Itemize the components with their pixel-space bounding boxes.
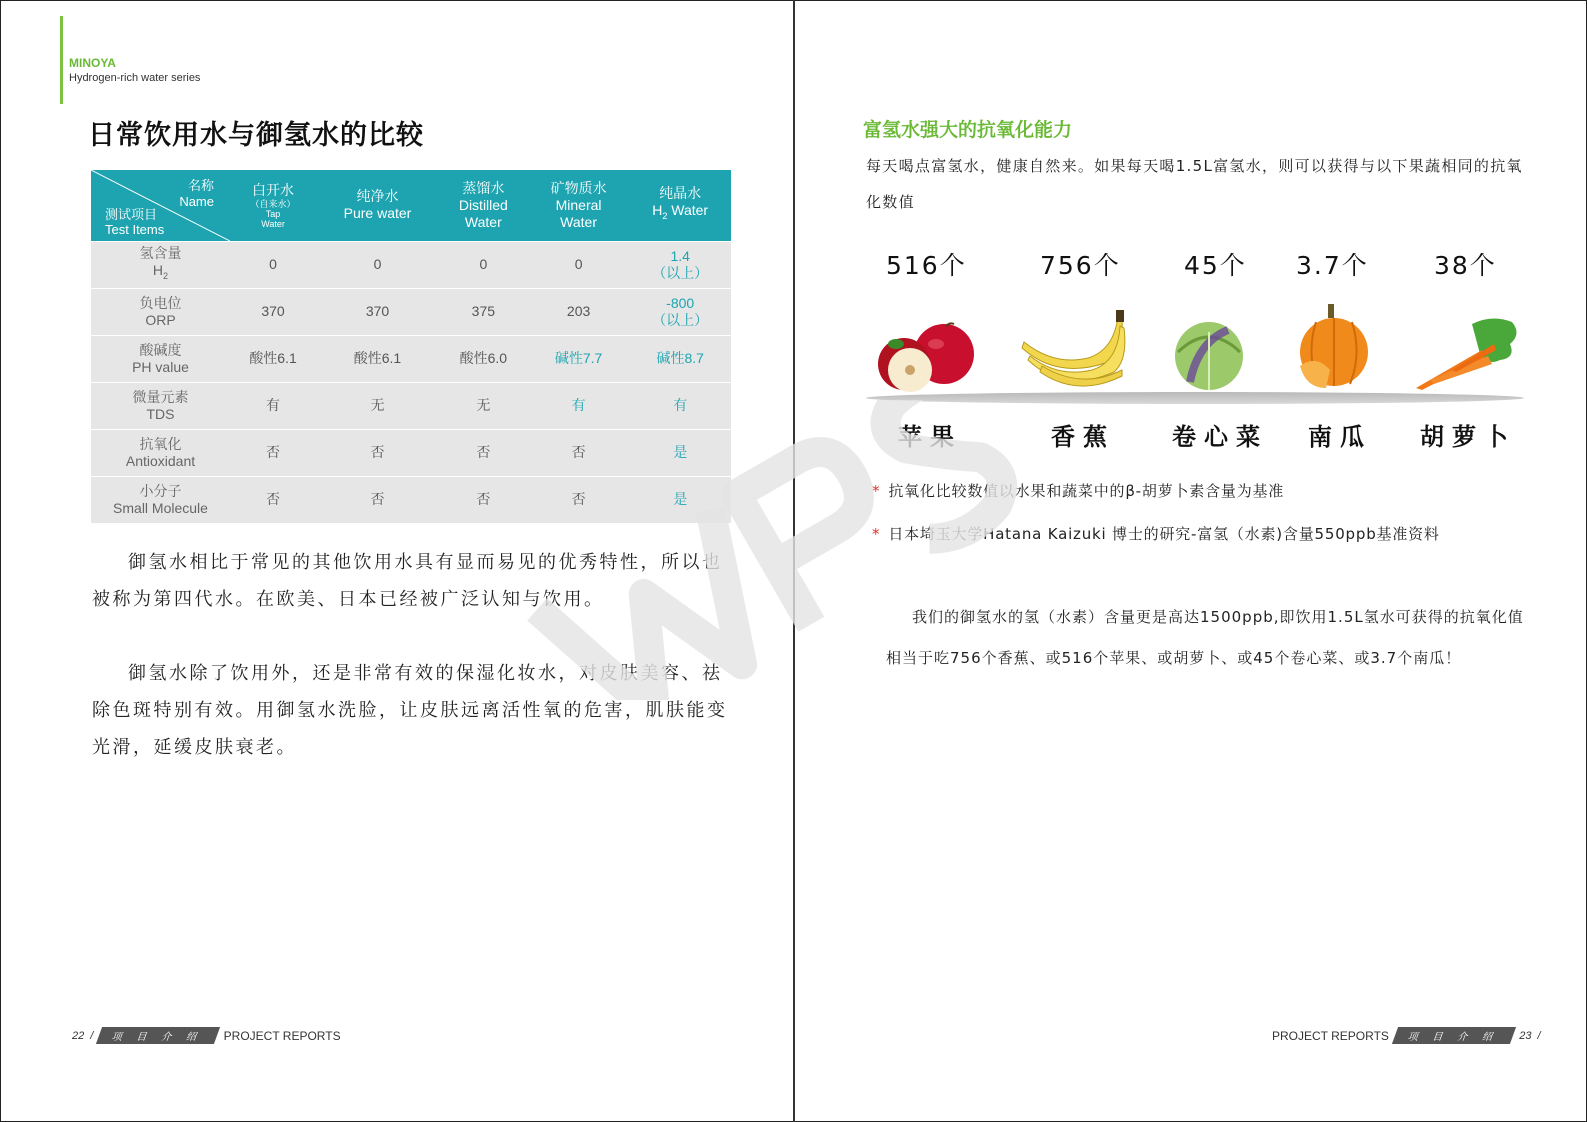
column-zh: 蒸馏水: [462, 179, 505, 196]
table-cell: 碱性7.7: [528, 335, 630, 382]
cabbage-image: [1168, 312, 1250, 392]
table-cell: 否: [528, 476, 630, 523]
column-zh: 白开水: [252, 181, 295, 198]
brand-subtitle: Hydrogen-rich water series: [69, 72, 201, 84]
brand-name: MINOYA: [69, 56, 116, 70]
row-header: [91, 241, 230, 288]
name-banana: 香蕉: [1051, 422, 1115, 451]
table-cell: 有: [528, 382, 630, 429]
corner-name-zh: 名称: [187, 178, 214, 193]
column-en: Mineral: [555, 196, 602, 213]
row-header-en: TDS: [146, 405, 175, 422]
footer-tag: 项 目 介 绍: [96, 1027, 221, 1044]
note-2: [872, 523, 1440, 544]
row-header: [91, 476, 230, 523]
table-cell: 0: [439, 241, 528, 288]
column-zh: 纯净水: [356, 188, 399, 205]
page-title-right: 富氢水强大的抗氧化能力: [863, 119, 1073, 141]
note-2-text: 日本埼玉大学Hatana Kaizuki 博士的研究-富氢（水素)含量550ppb基准资料: [888, 525, 1440, 543]
column-header-tap-water: [230, 170, 316, 241]
table-cell: 酸性6.1: [230, 335, 316, 382]
table-row: [91, 335, 731, 382]
table-cell: 否: [230, 476, 316, 523]
table-cell: 否: [316, 476, 439, 523]
column-en: Water: [261, 218, 285, 229]
page-number: 22: [72, 1029, 85, 1042]
name-pumpkin: 南瓜: [1308, 422, 1372, 451]
column-header-h2-water: [629, 170, 731, 241]
page-title-left: 日常饮用水与御氢水的比较: [88, 120, 424, 151]
comparison-table: [91, 170, 731, 523]
column-en: H: [652, 202, 663, 219]
column-zh: 矿物质水: [550, 179, 607, 196]
table-cell: 是: [629, 476, 731, 523]
table-cell: 否: [316, 429, 439, 476]
table-cell: 否: [439, 429, 528, 476]
brand-bar: [60, 16, 63, 104]
table-cell: 酸性6.1: [316, 335, 439, 382]
page-number: 23: [1519, 1029, 1532, 1042]
paragraph-2: 御氢水除了饮用外，还是非常有效的保湿化妆水，对皮肤美容、祛除色斑特别有效。用御氢水洗脸，让皮肤远离活性氧的危害，肌肤能变光滑，延缓皮肤衰老。: [92, 663, 728, 758]
paragraph-right-text: 我们的御氢水的氢（水素）含量更是高达1500ppb,即饮用1.5L氢水可获得的抗氧化值相当于吃756个香蕉、或516个苹果、或胡萝卜、或45个卷心菜、或3.7个南瓜！: [886, 608, 1524, 667]
footer-left: 22 / 项 目 介 绍 PROJECT REPORTS: [72, 1028, 341, 1043]
table-cell: 0: [528, 241, 630, 288]
table-cell: 碱性8.7: [629, 335, 731, 382]
table-cell: 有: [629, 382, 731, 429]
table-cell: 370: [230, 288, 316, 335]
asterisk-icon: *: [872, 482, 881, 500]
table-row: [91, 288, 731, 335]
table-cell: -800 （以上）: [629, 288, 731, 335]
row-header: [91, 429, 230, 476]
row-header: [91, 382, 230, 429]
paragraph-right: [886, 597, 1526, 679]
row-header-en: H: [152, 261, 164, 278]
table-cell: 无: [439, 382, 528, 429]
corner-name: [179, 178, 214, 210]
table-cell: 1.4 （以上）: [629, 241, 731, 288]
count-carrot: 38个: [1434, 251, 1497, 280]
row-header-en: PH value: [132, 358, 189, 375]
count-banana: 756个: [1040, 251, 1121, 280]
column-zh: 纯晶水: [659, 185, 702, 202]
corner-items-zh: 测试项目: [105, 206, 158, 222]
row-header-sub: 2: [163, 270, 169, 281]
column-en: Water: [464, 213, 502, 230]
table-cell: 否: [439, 476, 528, 523]
row-header-zh: 负电位: [139, 294, 182, 311]
count-apple: 516个: [886, 251, 967, 280]
corner-items-en: Test Items: [105, 221, 165, 237]
table-cell: 0: [316, 241, 439, 288]
page-divider: [793, 0, 795, 1122]
column-en: Tap: [265, 208, 281, 219]
corner-name-en: Name: [179, 194, 214, 209]
row-header-en: Antioxidant: [125, 452, 196, 469]
column-note: （自来水）: [250, 198, 296, 209]
apple-image: [876, 322, 980, 396]
column-en: Water: [560, 213, 597, 230]
column-header-mineral-water: [528, 170, 630, 241]
table-cell: 否: [528, 429, 630, 476]
carrot-image: [1412, 314, 1524, 392]
table-row: [91, 476, 731, 523]
row-header-zh: 酸碱度: [139, 341, 182, 358]
row-header-zh: 小分子: [139, 482, 182, 499]
name-cabbage: 卷心菜: [1172, 422, 1268, 451]
table-corner-header: [91, 170, 230, 241]
footer-tag: 项 目 介 绍: [1392, 1027, 1517, 1044]
banana-image: [1018, 310, 1134, 394]
table-row: [91, 429, 731, 476]
column-header-distilled-water: [439, 170, 528, 241]
note-1-text: 抗氧化比较数值以水果和蔬菜中的β-胡萝卜素含量为基准: [888, 482, 1285, 500]
table-cell: 否: [230, 429, 316, 476]
row-header: [91, 288, 230, 335]
asterisk-icon: *: [872, 525, 881, 543]
name-carrot: 胡萝卜: [1420, 422, 1516, 451]
name-apple: 苹果: [898, 422, 962, 451]
table-cell: 有: [230, 382, 316, 429]
table-cell: 酸性6.0: [439, 335, 528, 382]
table-cell: 203: [528, 288, 630, 335]
paragraph-1: 御氢水相比于常见的其他饮用水具有显而易见的优秀特性，所以也被称为第四代水。在欧美、日本已经被广泛认知与饮用。: [92, 552, 723, 610]
row-header-zh: 氢含量: [139, 244, 182, 261]
corner-items: [105, 207, 164, 237]
count-pumpkin: 3.7个: [1296, 251, 1369, 280]
row-header: [91, 335, 230, 382]
table-cell: 375: [439, 288, 528, 335]
footer-label: PROJECT REPORTS: [1272, 1028, 1389, 1043]
table-header-row: [91, 170, 731, 241]
table-cell: 370: [316, 288, 439, 335]
pumpkin-image: [1296, 304, 1372, 390]
column-header-pure-water: [316, 170, 439, 241]
row-header-en: Small Molecule: [113, 499, 208, 516]
row-header-zh: 微量元素: [132, 388, 189, 405]
table-row: [91, 241, 731, 288]
row-header-en: ORP: [145, 311, 176, 328]
column-en: Pure water: [343, 205, 412, 222]
column-en: Distilled: [458, 196, 508, 213]
column-sub: 2: [662, 211, 668, 222]
table-cell: 是: [629, 429, 731, 476]
row-header-zh: 抗氧化: [139, 435, 182, 452]
count-cabbage: 45个: [1184, 251, 1247, 280]
table-row: [91, 382, 731, 429]
footer-label: PROJECT REPORTS: [223, 1028, 341, 1043]
table-cell: 0: [230, 241, 316, 288]
note-1: [872, 480, 1284, 501]
footer-right: PROJECT REPORTS 项 目 介 绍 23 /: [1272, 1028, 1541, 1043]
column-en: Water: [667, 202, 709, 219]
intro-text: 每天喝点富氢水，健康自然来。如果每天喝1.5L富氢水，则可以获得与以下果蔬相同的抗氧化数值: [866, 157, 1523, 211]
table-cell: 无: [316, 382, 439, 429]
